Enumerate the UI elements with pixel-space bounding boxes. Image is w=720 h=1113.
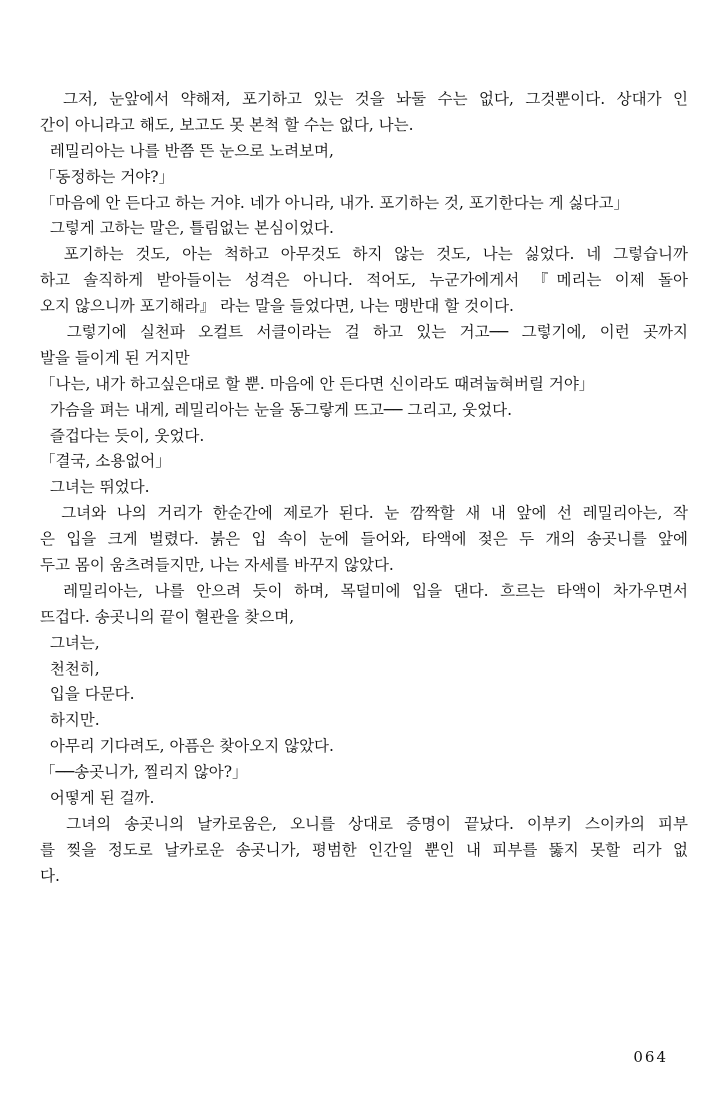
text-line: 가슴을 펴는 내게, 레밀리아는 눈을 동그랗게 뜨고── 그리고, 웃었다. xyxy=(40,400,513,419)
text-line: 은 입을 크게 벌렸다. 붉은 입 속이 눈에 들어와, 타액에 젖은 두 개의 송곳니를 앞에 xyxy=(40,530,688,549)
text-line: 「나는, 내가 하고싶은대로 할 뿐. 마음에 안 든다면 신이라도 때려눕혀버릴 거야」 xyxy=(40,374,595,393)
text-line: 그녀와 나의 거리가 한순간에 제로가 된다. 눈 깜짝할 새 내 앞에 선 레밀리아는, 작 xyxy=(40,504,688,523)
text-line: 그렇게 고하는 말은, 틀림없는 본심이었다. xyxy=(40,219,334,238)
text-line: 두고 몸이 움츠려들지만, 나는 자세를 바꾸지 않았다. xyxy=(40,556,394,575)
text-line: 포기하는 것도, 아는 척하고 아무것도 하지 않는 것도, 나는 싫었다. 네 그렇습니까 xyxy=(40,245,688,264)
text-line: 「결국, 소용없어」 xyxy=(40,452,171,471)
text-line: 그녀는, xyxy=(40,633,100,652)
text-line: 오지 않으니까 포기해라』 라는 말을 들었다면, 나는 맹반대 할 것이다. xyxy=(40,297,514,316)
text-line: 「──송곳니가, 찔리지 않아?」 xyxy=(40,763,248,782)
text-line: 발을 들이게 된 거지만 xyxy=(40,348,190,367)
text-line: 하지만. xyxy=(40,711,100,730)
text-line: 아무리 기다려도, 아픔은 찾아오지 않았다. xyxy=(40,737,334,756)
text-line: 그렇기에 실천파 오컬트 서클이라는 걸 하고 있는 거고── 그렇기에, 이런 곳까지 xyxy=(40,323,688,342)
page-number: 064 xyxy=(633,1048,668,1066)
text-line: 하고 솔직하게 받아들이는 성격은 아니다. 적어도, 누군가에게서 『메리는 이제 돌아 xyxy=(40,271,688,290)
text-line: 그녀는 뛰었다. xyxy=(40,478,150,497)
text-line: 다. xyxy=(40,866,60,885)
text-line: 를 찢을 정도로 날카로운 송곳니가, 평범한 인간일 뿐인 내 피부를 뚫지 못할 리가 없 xyxy=(40,840,688,859)
text-line: 그저, 눈앞에서 약해져, 포기하고 있는 것을 놔둘 수는 없다, 그것뿐이다. 상대가 인 xyxy=(40,90,688,108)
text-line: 뜨겁다. 송곳니의 끝이 혈관을 찾으며, xyxy=(40,607,295,626)
text-line: 레밀리아는, 나를 안으려 듯이 하며, 목덜미에 입을 댄다. 흐르는 타액이 차가우면서 xyxy=(40,581,688,600)
text-line: 어떻게 된 걸까. xyxy=(40,789,155,808)
text-line: 그녀의 송곳니의 날카로움은, 오니를 상대로 증명이 끝났다. 이부키 스이카의 피부 xyxy=(40,814,688,833)
text-line: 레밀리아는 나를 반쯤 뜬 눈으로 노려보며, xyxy=(40,141,334,160)
text-line: 「마음에 안 든다고 하는 거야. 네가 아니라, 내가. 포기하는 것, 포기한다는 게 싫다고」 xyxy=(40,193,629,212)
text-line: 즐겁다는 듯이, 웃었다. xyxy=(40,426,205,445)
text-line: 「동정하는 거야?」 xyxy=(40,167,175,186)
body-text xyxy=(40,87,688,890)
text-line: 간이 아니라고 해도, 보고도 못 본척 할 수는 없다, 나는. xyxy=(40,115,414,134)
text-line: 천천히, xyxy=(40,659,100,678)
text-line: 입을 다문다. xyxy=(40,685,135,704)
